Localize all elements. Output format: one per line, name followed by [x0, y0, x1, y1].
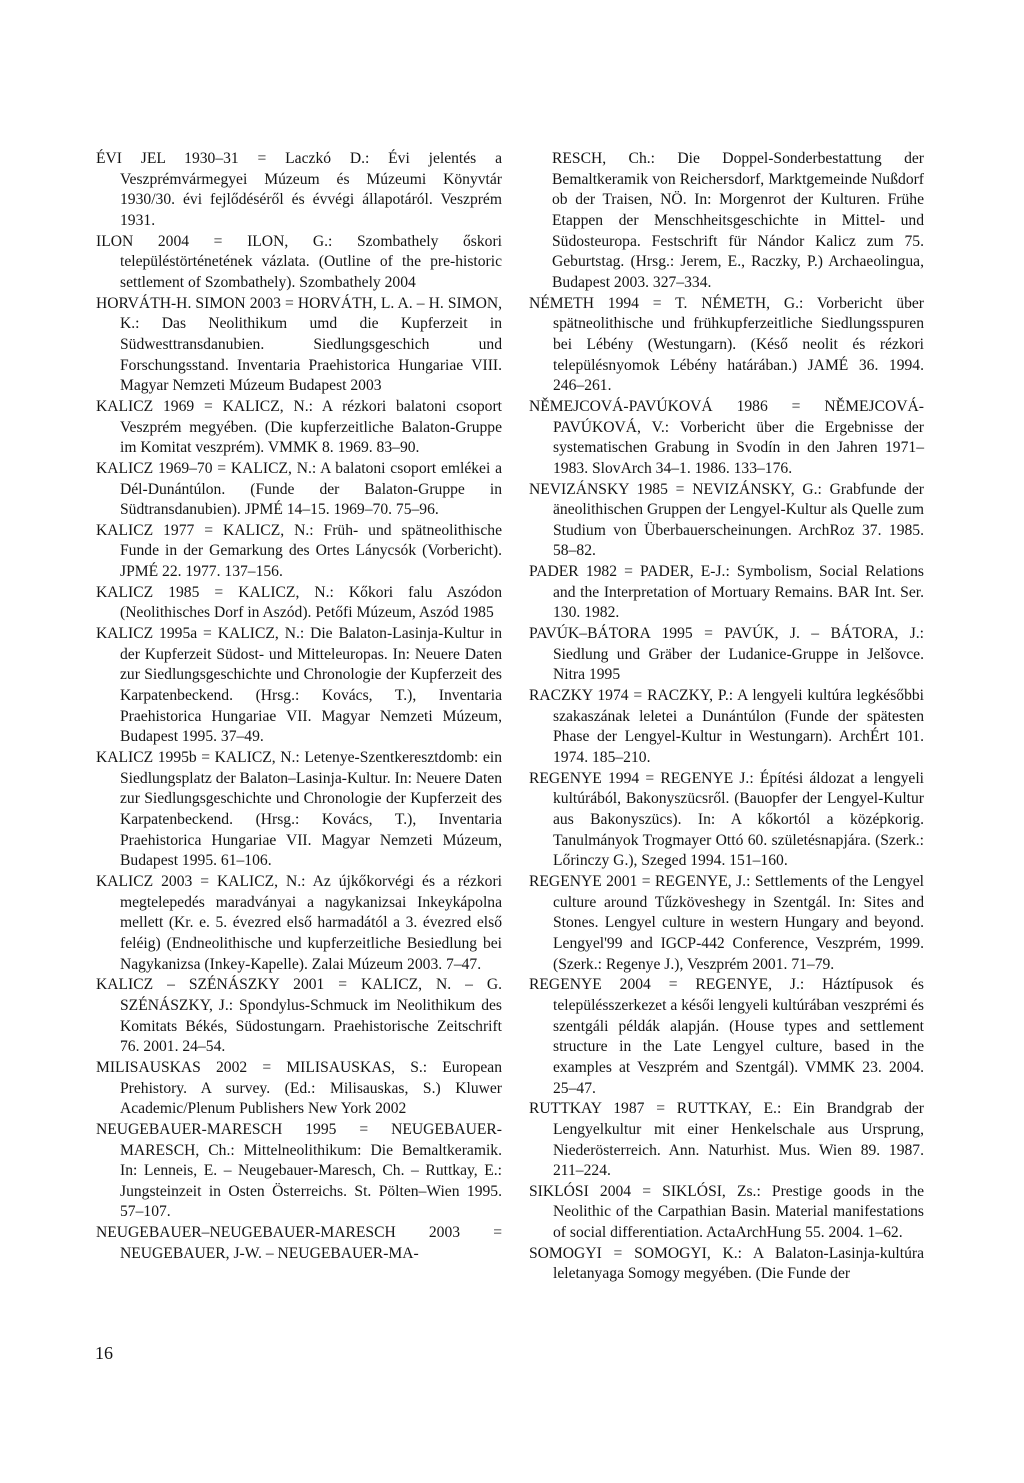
page-number: 16 — [95, 1343, 113, 1363]
reference-entry: NEUGEBAUER–NEUGEBAUER-MARESCH 2003 = NEUGEBAUER, J-W. – NEUGEBAUER-MA- — [96, 1224, 502, 1262]
reference-entry: NEUGEBAUER-MARESCH 1995 = NEUGEBAUER-MARESCH, Ch.: Mittelneolithikum: Die Bemaltkeramik. In: Lenneis, E. – Neugebauer-Maresch, Ch. – Ruttkay, E.: Jungsteinzeit in Osten Österreichs. St. Pölten–Wien 1995. 57–107. — [96, 1120, 502, 1221]
reference-entry: KALICZ 1985 = KALICZ, N.: Kőkori falu Aszódon (Neolithisches Dorf in Aszód). Petőfi Múzeum, Aszód 1985 — [96, 583, 502, 622]
reference-entry: REGENYE 1994 = REGENYE J.: Építési áldozat a lengyeli kultúrából, Bakonyszücsről. (Bauopfer der Lengyel-Kultur aus Bakonyszücs). In: A kőkortól a középkorig. Tanulmányok Trogmayer Ottó 60. születésnapjára. (Szerk.: Lőrinczy G.), Szeged 1994. 151–160. — [529, 769, 924, 870]
right-column — [529, 149, 924, 1285]
reference-entry: KALICZ 1969–70 = KALICZ, N.: A balatoni csoport emlékei a Dél-Dunántúlon. (Funde der Balaton-Gruppe in Südtransdanubien). JPMÉ 14–15. 1969–70. 75–96. — [96, 459, 502, 519]
reference-entry: REGENYE 2004 = REGENYE, J.: Háztípusok és településszerkezet a késői lengyeli kultúrában veszprémi és szentgáli példák alapján. (House types and settlement structure in the Late Lengyel culture, based in the examples at Veszprém and Szentgál). VMMK 23. 2004. 25–47. — [529, 976, 924, 1097]
reference-entry: NEVIZÁNSKY 1985 = NEVIZÁNSKY, G.: Grabfunde der äneolithischen Gruppen der Lengyel-Kultur als Quelle zum Studium von Überbauerscheinungen. ArchRoz 37. 1985. 58–82. — [529, 480, 924, 560]
reference-entry: REGENYE 2001 = REGENYE, J.: Settlements of the Lengyel culture around Tűzköveshegy in Szentgál. In: Sites and Stones. Lengyel culture in western Hungary and beyond. Lengyel'99 and IGCP-442 Conference, Veszprém, 1999. (Szerk.: Regenye J.), Veszprém 2001. 71–79. — [529, 872, 924, 973]
reference-entry: MILISAUSKAS 2002 = MILISAUSKAS, S.: European Prehistory. A survey. (Ed.: Milisauskas, S.) Kluwer Academic/Plenum Publishers New York 2002 — [96, 1058, 502, 1118]
reference-entry: KALICZ 1995b = KALICZ, N.: Letenye-Szentkeresztdomb: ein Siedlungsplatz der Balaton–Lasinja-Kultur. In: Neuere Daten zur Siedlungsgeschichte und Chronologie der Kupferzeit des Karpatenbeckend. (Hrsg.: Kovács, T.), Inventaria Praehistorica Hungariae VII. Magyar Nemzeti Múzeum, Budapest 1995. 61–106. — [96, 749, 502, 870]
reference-entry: RACZKY 1974 = RACZKY, P.: A lengyeli kultúra legkésőbbi szakaszának leletei a Dunántúlon (Funde der spätesten Phase der Lengyel-Kultur in Westungarn). ArchÉrt 101. 1974. 185–210. — [529, 687, 924, 767]
reference-entry: KALICZ 2003 = KALICZ, N.: Az újkőkorvégi és a rézkori megtelepedés maradványai a nagykanizsai Inkeykápolna mellett (Kr. e. 5. évezred első harmadától a 3. évezred első feléig) (Endneolithische und kupferzeitliche Besiedlung bei Nagykanizsa (Inkey-Kapelle). Zalai Múzeum 2003. 7–47. — [96, 872, 502, 973]
reference-entry: ILON 2004 = ILON, G.: Szombathely őskori településtörténetének vázlata. (Outline of the pre-historic settlement of Szombathely). Szombathely 2004 — [96, 232, 502, 291]
reference-entry: KALICZ 1969 = KALICZ, N.: A rézkori balatoni csoport Veszprém megyében. (Die kupferzeitliche Balaton-Gruppe im Komitat veszprém). VMMK 8. 1969. 83–90. — [96, 397, 502, 457]
reference-entry: SIKLÓSI 2004 = SIKLÓSI, Zs.: Prestige goods in the Neolithic of the Carpathian Basin. Material manifestations of social differentiation. ActaArchHung 55. 2004. 1–62. — [529, 1182, 924, 1242]
reference-entry: PADER 1982 = PADER, E-J.: Symbolism, Social Relations and the Interpretation of Mortuary Remains. BAR Int. Ser. 130. 1982. — [529, 563, 924, 622]
reference-entry: KALICZ 1977 = KALICZ, N.: Früh- und spätneolithische Funde in der Gemarkung des Ortes Lánycsók (Vorbericht). JPMÉ 22. 1977. 137–156. — [96, 521, 502, 581]
reference-entry: RUTTKAY 1987 = RUTTKAY, E.: Ein Brandgrab der Lengyelkultur mit einer Henkelschale aus Ursprung, Niederösterreich. Ann. Naturhist. Mus. Wien 89. 1987. 211–224. — [529, 1100, 924, 1180]
reference-entry: PAVÚK–BÁTORA 1995 = PAVÚK, J. – BÁTORA, J.: Siedlung und Gräber der Ludanice-Gruppe in Jelšovce. Nitra 1995 — [529, 625, 924, 684]
reference-entry: NÉMETH 1994 = T. NÉMETH, G.: Vorbericht über spätneolithische und frühkupferzeitliche Siedlungsspuren bei Lébény (Westungarn). (Késő neolit és rézkori településnyomok Lébény határában.) JAMÉ 36. 1994. 246–261. — [529, 294, 924, 395]
reference-entry: SOMOGYI = SOMOGYI, K.: A Balaton-Lasinja-kultúra leletanyaga Somogy megyében. (Die Funde der — [529, 1244, 924, 1283]
reference-entry: KALICZ – SZÉNÁSZKY 2001 = KALICZ, N. – G. SZÉNÁSZKY, J.: Spondylus-Schmuck im Neolithikum des Komitats Békés, Südostungarn. Praehistorische Zeitschrift 76. 2001. 24–54. — [96, 976, 502, 1056]
reference-entry: ÉVI JEL 1930–31 = Laczkó D.: Évi jelentés a Veszprémvármegyei Múzeum és Múzeumi Könyvtár 1930/30. évi fejlődéséről és évvégi állapotáról. Veszprém 1931. — [96, 150, 502, 229]
left-column — [96, 149, 502, 1264]
reference-entry: NĚMEJCOVÁ-PAVÚKOVÁ 1986 = NĚMEJCOVÁ-PAVÚKOVÁ, V.: Vorbericht über die Ergebnisse der systematischen Grabung in Svodín in den Jahren 1971–1983. SlovArch 34–1. 1986. 133–176. — [529, 397, 924, 477]
reference-entry: HORVÁTH-H. SIMON 2003 = HORVÁTH, L. A. – H. SIMON, K.: Das Neolithikum umd die Kupferzeit in Südwesttransdanubien. Siedlungsgeschich und Forschungsstand. Inventaria Praehistorica Hungariae VIII. Magyar Nemzeti Múzeum Budapest 2003 — [96, 294, 502, 395]
reference-entry-continuation: RESCH, Ch.: Die Doppel-Sonderbestattung der Bemaltkeramik von Reichersdorf, Marktgemeinde Nußdorf ob der Traisen, NÖ. In: Morgenrot der Kulturen. Frühe Etappen der Menschheitsgeschichte in Mittel- und Südosteuropa. Festschrift für Nándor Kalicz zum 75. Geburtstag. (Hrsg.: Jerem, E., Raczky, P.) Archaeolingua, Budapest 2003. 327–334. — [552, 150, 924, 291]
reference-entry: KALICZ 1995a = KALICZ, N.: Die Balaton-Lasinja-Kultur in der Kupferzeit Südost- und Mitteleuropas. In: Neuere Daten zur Siedlungsgeschichte und Chronologie der Kupferzeit des Karpatenbeckend. (Hrsg.: Kovács, T.), Inventaria Praehistorica Hungariae VII. Magyar Nemzeti Múzeum, Budapest 1995. 37–49. — [96, 625, 502, 746]
